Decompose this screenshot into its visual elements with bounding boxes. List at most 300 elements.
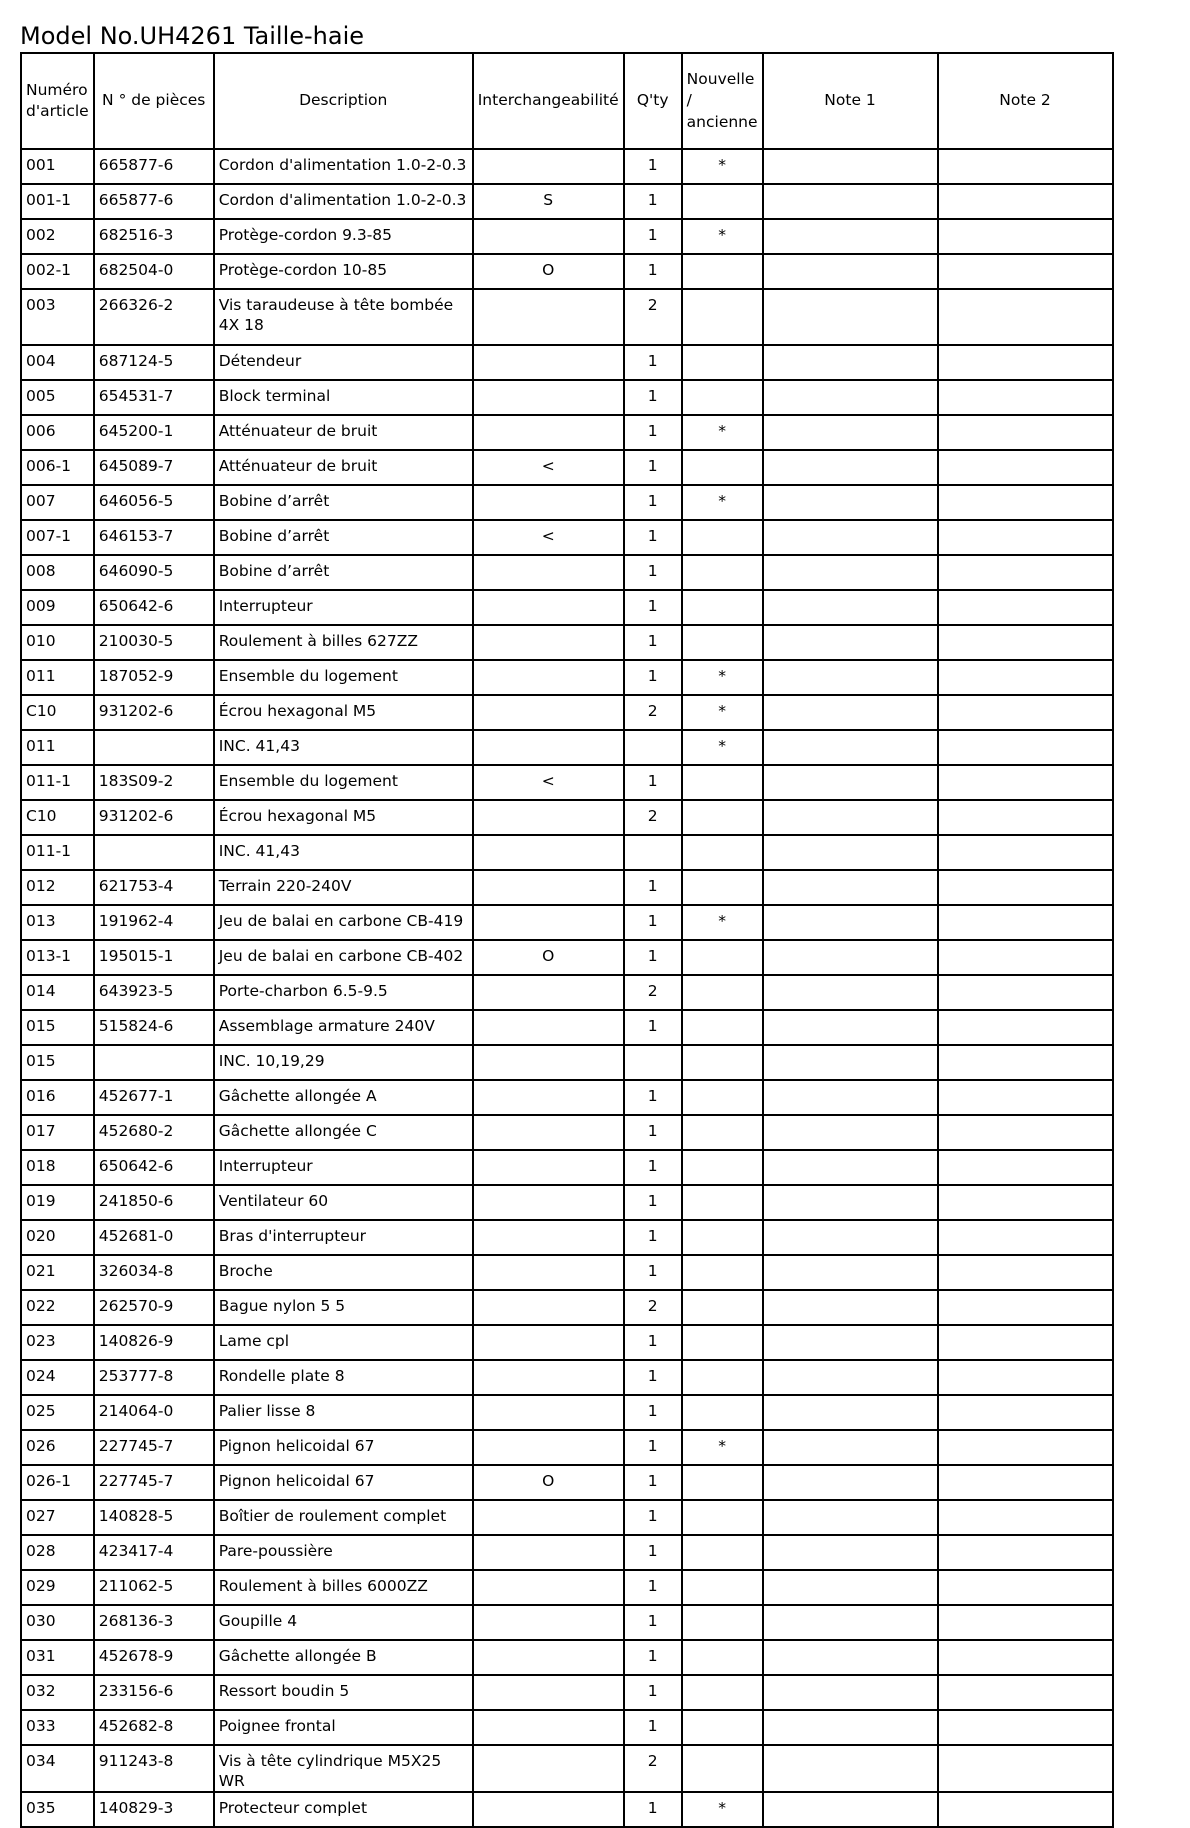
description-cell: Assemblage armature 240V	[214, 1010, 473, 1045]
note-1-cell	[763, 1150, 938, 1185]
quantity-cell: 1	[624, 1500, 682, 1535]
note-1-cell	[763, 1570, 938, 1605]
table-row	[21, 1325, 1113, 1360]
interchangeability-cell	[473, 1395, 624, 1430]
table-row	[21, 695, 1113, 730]
interchangeability-cell	[473, 1220, 624, 1255]
interchangeability-cell	[473, 1150, 624, 1185]
item-number-cell: 016	[21, 1080, 94, 1115]
new-old-cell	[682, 1465, 763, 1500]
description-cell: Porte-charbon 6.5-9.5	[214, 975, 473, 1010]
interchangeability-cell	[473, 1115, 624, 1150]
table-row	[21, 1080, 1113, 1115]
item-number-cell: 024	[21, 1360, 94, 1395]
note-1-cell	[763, 1605, 938, 1640]
interchangeability-cell	[473, 555, 624, 590]
item-number-cell: 017	[21, 1115, 94, 1150]
interchangeability-cell	[473, 590, 624, 625]
item-number-cell: 027	[21, 1500, 94, 1535]
note-2-cell	[938, 660, 1113, 695]
note-2-cell	[938, 380, 1113, 415]
note-2-cell	[938, 1535, 1113, 1570]
interchangeability-cell: <	[473, 765, 624, 800]
new-old-cell	[682, 1605, 763, 1640]
item-number-cell: 029	[21, 1570, 94, 1605]
note-2-cell	[938, 730, 1113, 765]
quantity-cell: 1	[624, 765, 682, 800]
quantity-cell: 1	[624, 1430, 682, 1465]
quantity-cell: 1	[624, 1150, 682, 1185]
description-cell: Protège-cordon 9.3-85	[214, 219, 473, 254]
description-cell: Broche	[214, 1255, 473, 1290]
part-number-cell: 452677-1	[94, 1080, 214, 1115]
part-number-cell: 646056-5	[94, 485, 214, 520]
note-1-cell	[763, 1290, 938, 1325]
part-number-cell: 931202-6	[94, 695, 214, 730]
item-number-cell: 010	[21, 625, 94, 660]
interchangeability-cell	[473, 1290, 624, 1325]
note-1-cell	[763, 1745, 938, 1792]
note-1-cell	[763, 1465, 938, 1500]
new-old-cell	[682, 1290, 763, 1325]
table-row	[21, 730, 1113, 765]
col-header-note-1: Note 1	[763, 53, 938, 149]
quantity-cell: 1	[624, 870, 682, 905]
part-number-cell: 687124-5	[94, 345, 214, 380]
description-cell: Gâchette allongée C	[214, 1115, 473, 1150]
table-row	[21, 345, 1113, 380]
note-1-cell	[763, 660, 938, 695]
quantity-cell	[624, 835, 682, 870]
quantity-cell: 1	[624, 625, 682, 660]
description-cell: Ensemble du logement	[214, 660, 473, 695]
quantity-cell	[624, 730, 682, 765]
new-old-cell	[682, 870, 763, 905]
table-row	[21, 870, 1113, 905]
interchangeability-cell	[473, 1045, 624, 1080]
interchangeability-cell	[473, 695, 624, 730]
table-row	[21, 149, 1113, 184]
description-cell: Goupille 4	[214, 1605, 473, 1640]
description-cell: Vis à tête cylindrique M5X25 WR	[214, 1745, 473, 1792]
description-cell: Pare-poussière	[214, 1535, 473, 1570]
part-number-cell: 183S09-2	[94, 765, 214, 800]
item-number-cell: 011-1	[21, 765, 94, 800]
col-header-part-number: N ° de pièces	[94, 53, 214, 149]
page-title: Model No.UH4261 Taille-haie	[20, 22, 365, 50]
new-old-cell	[682, 1150, 763, 1185]
new-old-cell	[682, 1220, 763, 1255]
table-row	[21, 1535, 1113, 1570]
header-row	[21, 53, 1113, 149]
part-number-cell: 515824-6	[94, 1010, 214, 1045]
table-row	[21, 835, 1113, 870]
description-cell: Ressort boudin 5	[214, 1675, 473, 1710]
col-header-item-number: Numéro d'article	[21, 53, 94, 149]
interchangeability-cell	[473, 730, 624, 765]
description-cell: Boîtier de roulement complet	[214, 1500, 473, 1535]
quantity-cell: 1	[624, 1792, 682, 1827]
item-number-cell: 018	[21, 1150, 94, 1185]
note-1-cell	[763, 1080, 938, 1115]
note-2-cell	[938, 940, 1113, 975]
note-1-cell	[763, 730, 938, 765]
item-number-cell: 035	[21, 1792, 94, 1827]
item-number-cell: 011	[21, 730, 94, 765]
item-number-cell: C10	[21, 800, 94, 835]
item-number-cell: 022	[21, 1290, 94, 1325]
description-cell: Bobine d’arrêt	[214, 555, 473, 590]
interchangeability-cell	[473, 1675, 624, 1710]
table-row	[21, 1710, 1113, 1745]
table-row	[21, 940, 1113, 975]
new-old-cell	[682, 940, 763, 975]
interchangeability-cell	[473, 1255, 624, 1290]
interchangeability-cell: <	[473, 450, 624, 485]
part-number-cell: 650642-6	[94, 590, 214, 625]
note-2-cell	[938, 1185, 1113, 1220]
col-header-note-2: Note 2	[938, 53, 1113, 149]
quantity-cell: 1	[624, 555, 682, 590]
item-number-cell: 023	[21, 1325, 94, 1360]
note-2-cell	[938, 1325, 1113, 1360]
description-cell: Protège-cordon 10-85	[214, 254, 473, 289]
quantity-cell: 1	[624, 520, 682, 555]
interchangeability-cell	[473, 870, 624, 905]
interchangeability-cell	[473, 905, 624, 940]
interchangeability-cell	[473, 1360, 624, 1395]
note-1-cell	[763, 1430, 938, 1465]
part-number-cell: 214064-0	[94, 1395, 214, 1430]
quantity-cell: 2	[624, 1745, 682, 1792]
table-row	[21, 1255, 1113, 1290]
note-1-cell	[763, 254, 938, 289]
table-row	[21, 800, 1113, 835]
description-cell: Interrupteur	[214, 1150, 473, 1185]
part-number-cell: 682504-0	[94, 254, 214, 289]
interchangeability-cell	[473, 1080, 624, 1115]
note-1-cell	[763, 800, 938, 835]
interchangeability-cell	[473, 660, 624, 695]
note-2-cell	[938, 1710, 1113, 1745]
quantity-cell: 1	[624, 485, 682, 520]
note-1-cell	[763, 1395, 938, 1430]
item-number-cell: 026-1	[21, 1465, 94, 1500]
item-number-cell: 030	[21, 1605, 94, 1640]
item-number-cell: 007	[21, 485, 94, 520]
description-cell: Bobine d’arrêt	[214, 485, 473, 520]
note-1-cell	[763, 289, 938, 345]
quantity-cell: 1	[624, 1570, 682, 1605]
item-number-cell: 001-1	[21, 184, 94, 219]
col-header-description: Description	[214, 53, 473, 149]
part-number-cell: 187052-9	[94, 660, 214, 695]
description-cell: Interrupteur	[214, 590, 473, 625]
new-old-cell	[682, 345, 763, 380]
new-old-cell: *	[682, 695, 763, 730]
item-number-cell: 026	[21, 1430, 94, 1465]
new-old-cell: *	[682, 730, 763, 765]
table-row	[21, 1220, 1113, 1255]
note-2-cell	[938, 1640, 1113, 1675]
note-1-cell	[763, 555, 938, 590]
interchangeability-cell	[473, 1745, 624, 1792]
table-row	[21, 219, 1113, 254]
note-1-cell	[763, 1255, 938, 1290]
new-old-cell	[682, 1675, 763, 1710]
quantity-cell: 1	[624, 1255, 682, 1290]
interchangeability-cell	[473, 975, 624, 1010]
note-1-cell	[763, 1185, 938, 1220]
part-number-cell: 682516-3	[94, 219, 214, 254]
item-number-cell: 003	[21, 289, 94, 345]
note-1-cell	[763, 184, 938, 219]
new-old-cell	[682, 380, 763, 415]
new-old-cell	[682, 1535, 763, 1570]
note-2-cell	[938, 485, 1113, 520]
new-old-cell	[682, 1360, 763, 1395]
item-number-cell: 034	[21, 1745, 94, 1792]
note-2-cell	[938, 975, 1113, 1010]
note-2-cell	[938, 1465, 1113, 1500]
interchangeability-cell: O	[473, 1465, 624, 1500]
part-number-cell: 643923-5	[94, 975, 214, 1010]
quantity-cell: 1	[624, 1185, 682, 1220]
table-row	[21, 660, 1113, 695]
note-2-cell	[938, 1290, 1113, 1325]
table-row	[21, 520, 1113, 555]
part-number-cell: 195015-1	[94, 940, 214, 975]
part-number-cell: 140828-5	[94, 1500, 214, 1535]
note-2-cell	[938, 415, 1113, 450]
item-number-cell: 007-1	[21, 520, 94, 555]
note-2-cell	[938, 520, 1113, 555]
item-number-cell: 006-1	[21, 450, 94, 485]
note-1-cell	[763, 415, 938, 450]
part-number-cell: 646153-7	[94, 520, 214, 555]
note-2-cell	[938, 450, 1113, 485]
note-2-cell	[938, 1115, 1113, 1150]
new-old-cell	[682, 625, 763, 660]
description-cell: Gâchette allongée A	[214, 1080, 473, 1115]
item-number-cell: 011-1	[21, 835, 94, 870]
table-row	[21, 450, 1113, 485]
note-2-cell	[938, 905, 1113, 940]
new-old-cell	[682, 1640, 763, 1675]
interchangeability-cell	[473, 289, 624, 345]
note-1-cell	[763, 450, 938, 485]
quantity-cell: 1	[624, 660, 682, 695]
new-old-cell	[682, 1570, 763, 1605]
part-number-cell: 253777-8	[94, 1360, 214, 1395]
note-1-cell	[763, 940, 938, 975]
description-cell: Cordon d'alimentation 1.0-2-0.3	[214, 184, 473, 219]
description-cell: Cordon d'alimentation 1.0-2-0.3	[214, 149, 473, 184]
part-number-cell: 452681-0	[94, 1220, 214, 1255]
new-old-cell: *	[682, 149, 763, 184]
part-number-cell: 645089-7	[94, 450, 214, 485]
note-2-cell	[938, 1745, 1113, 1792]
new-old-cell	[682, 590, 763, 625]
new-old-cell: *	[682, 905, 763, 940]
item-number-cell: 012	[21, 870, 94, 905]
table-row	[21, 1675, 1113, 1710]
new-old-cell	[682, 975, 763, 1010]
description-cell: INC. 41,43	[214, 835, 473, 870]
part-number-cell: 191962-4	[94, 905, 214, 940]
table-row	[21, 555, 1113, 590]
quantity-cell: 1	[624, 1605, 682, 1640]
new-old-cell	[682, 1045, 763, 1080]
quantity-cell: 1	[624, 149, 682, 184]
note-1-cell	[763, 149, 938, 184]
note-2-cell	[938, 184, 1113, 219]
part-number-cell: 326034-8	[94, 1255, 214, 1290]
interchangeability-cell	[473, 1185, 624, 1220]
new-old-cell	[682, 765, 763, 800]
note-1-cell	[763, 1792, 938, 1827]
quantity-cell: 1	[624, 380, 682, 415]
note-2-cell	[938, 149, 1113, 184]
col-header-interchangeability: Interchangeabilité	[473, 53, 624, 149]
description-cell: Vis taraudeuse à tête bombée 4X 18	[214, 289, 473, 345]
new-old-cell	[682, 1115, 763, 1150]
interchangeability-cell	[473, 485, 624, 520]
part-number-cell: 931202-6	[94, 800, 214, 835]
interchangeability-cell	[473, 1640, 624, 1675]
table-row	[21, 975, 1113, 1010]
part-number-cell: 621753-4	[94, 870, 214, 905]
note-1-cell	[763, 590, 938, 625]
new-old-cell: *	[682, 415, 763, 450]
item-number-cell: 002	[21, 219, 94, 254]
interchangeability-cell	[473, 149, 624, 184]
table-row	[21, 1640, 1113, 1675]
item-number-cell: 013	[21, 905, 94, 940]
part-number-cell: 266326-2	[94, 289, 214, 345]
note-2-cell	[938, 289, 1113, 345]
part-number-cell: 645200-1	[94, 415, 214, 450]
table-row	[21, 1045, 1113, 1080]
new-old-cell	[682, 1745, 763, 1792]
note-2-cell	[938, 1500, 1113, 1535]
part-number-cell: 665877-6	[94, 149, 214, 184]
quantity-cell: 1	[624, 450, 682, 485]
part-number-cell: 262570-9	[94, 1290, 214, 1325]
description-cell: Lame cpl	[214, 1325, 473, 1360]
parts-table	[20, 52, 1114, 1828]
note-2-cell	[938, 1255, 1113, 1290]
quantity-cell: 1	[624, 254, 682, 289]
interchangeability-cell: O	[473, 940, 624, 975]
description-cell: Protecteur complet	[214, 1792, 473, 1827]
part-number-cell: 423417-4	[94, 1535, 214, 1570]
note-1-cell	[763, 765, 938, 800]
quantity-cell: 1	[624, 1325, 682, 1360]
new-old-cell	[682, 1080, 763, 1115]
item-number-cell: 028	[21, 1535, 94, 1570]
item-number-cell: 020	[21, 1220, 94, 1255]
note-1-cell	[763, 1535, 938, 1570]
table-row	[21, 1745, 1113, 1792]
note-2-cell	[938, 800, 1113, 835]
quantity-cell: 1	[624, 1710, 682, 1745]
item-number-cell: 021	[21, 1255, 94, 1290]
description-cell: Ensemble du logement	[214, 765, 473, 800]
description-cell: Détendeur	[214, 345, 473, 380]
interchangeability-cell	[473, 1605, 624, 1640]
quantity-cell: 2	[624, 695, 682, 730]
quantity-cell: 1	[624, 1465, 682, 1500]
item-number-cell: 025	[21, 1395, 94, 1430]
interchangeability-cell	[473, 625, 624, 660]
description-cell: Block terminal	[214, 380, 473, 415]
table-row	[21, 1430, 1113, 1465]
table-row	[21, 1115, 1113, 1150]
description-cell: Pignon helicoidal 67	[214, 1430, 473, 1465]
table-row	[21, 1150, 1113, 1185]
table-row	[21, 1792, 1113, 1827]
note-1-cell	[763, 1500, 938, 1535]
table-row	[21, 254, 1113, 289]
new-old-cell	[682, 1255, 763, 1290]
note-2-cell	[938, 765, 1113, 800]
description-cell: Gâchette allongée B	[214, 1640, 473, 1675]
part-number-cell: 241850-6	[94, 1185, 214, 1220]
quantity-cell: 2	[624, 1290, 682, 1325]
part-number-cell: 140826-9	[94, 1325, 214, 1360]
quantity-cell: 1	[624, 415, 682, 450]
part-number-cell: 227745-7	[94, 1430, 214, 1465]
table-row	[21, 1570, 1113, 1605]
part-number-cell: 268136-3	[94, 1605, 214, 1640]
table-row	[21, 590, 1113, 625]
part-number-cell: 911243-8	[94, 1745, 214, 1792]
quantity-cell: 1	[624, 905, 682, 940]
new-old-cell	[682, 835, 763, 870]
item-number-cell: 015	[21, 1010, 94, 1045]
note-1-cell	[763, 1010, 938, 1045]
new-old-cell	[682, 184, 763, 219]
note-2-cell	[938, 1395, 1113, 1430]
note-1-cell	[763, 695, 938, 730]
table-row	[21, 625, 1113, 660]
table-row	[21, 1360, 1113, 1395]
table-row	[21, 380, 1113, 415]
part-number-cell: 227745-7	[94, 1465, 214, 1500]
interchangeability-cell	[473, 1710, 624, 1745]
new-old-cell	[682, 800, 763, 835]
part-number-cell: 654531-7	[94, 380, 214, 415]
note-2-cell	[938, 1220, 1113, 1255]
description-cell: Terrain 220-240V	[214, 870, 473, 905]
interchangeability-cell	[473, 1570, 624, 1605]
part-number-cell: 233156-6	[94, 1675, 214, 1710]
note-2-cell	[938, 1430, 1113, 1465]
description-cell: Rondelle plate 8	[214, 1360, 473, 1395]
interchangeability-cell	[473, 1792, 624, 1827]
note-1-cell	[763, 380, 938, 415]
quantity-cell: 2	[624, 289, 682, 345]
description-cell: Bras d'interrupteur	[214, 1220, 473, 1255]
interchangeability-cell	[473, 1535, 624, 1570]
col-header-quantity: Q'ty	[624, 53, 682, 149]
part-number-cell: 140829-3	[94, 1792, 214, 1827]
item-number-cell: 008	[21, 555, 94, 590]
note-2-cell	[938, 1010, 1113, 1045]
interchangeability-cell	[473, 219, 624, 254]
new-old-cell	[682, 289, 763, 345]
